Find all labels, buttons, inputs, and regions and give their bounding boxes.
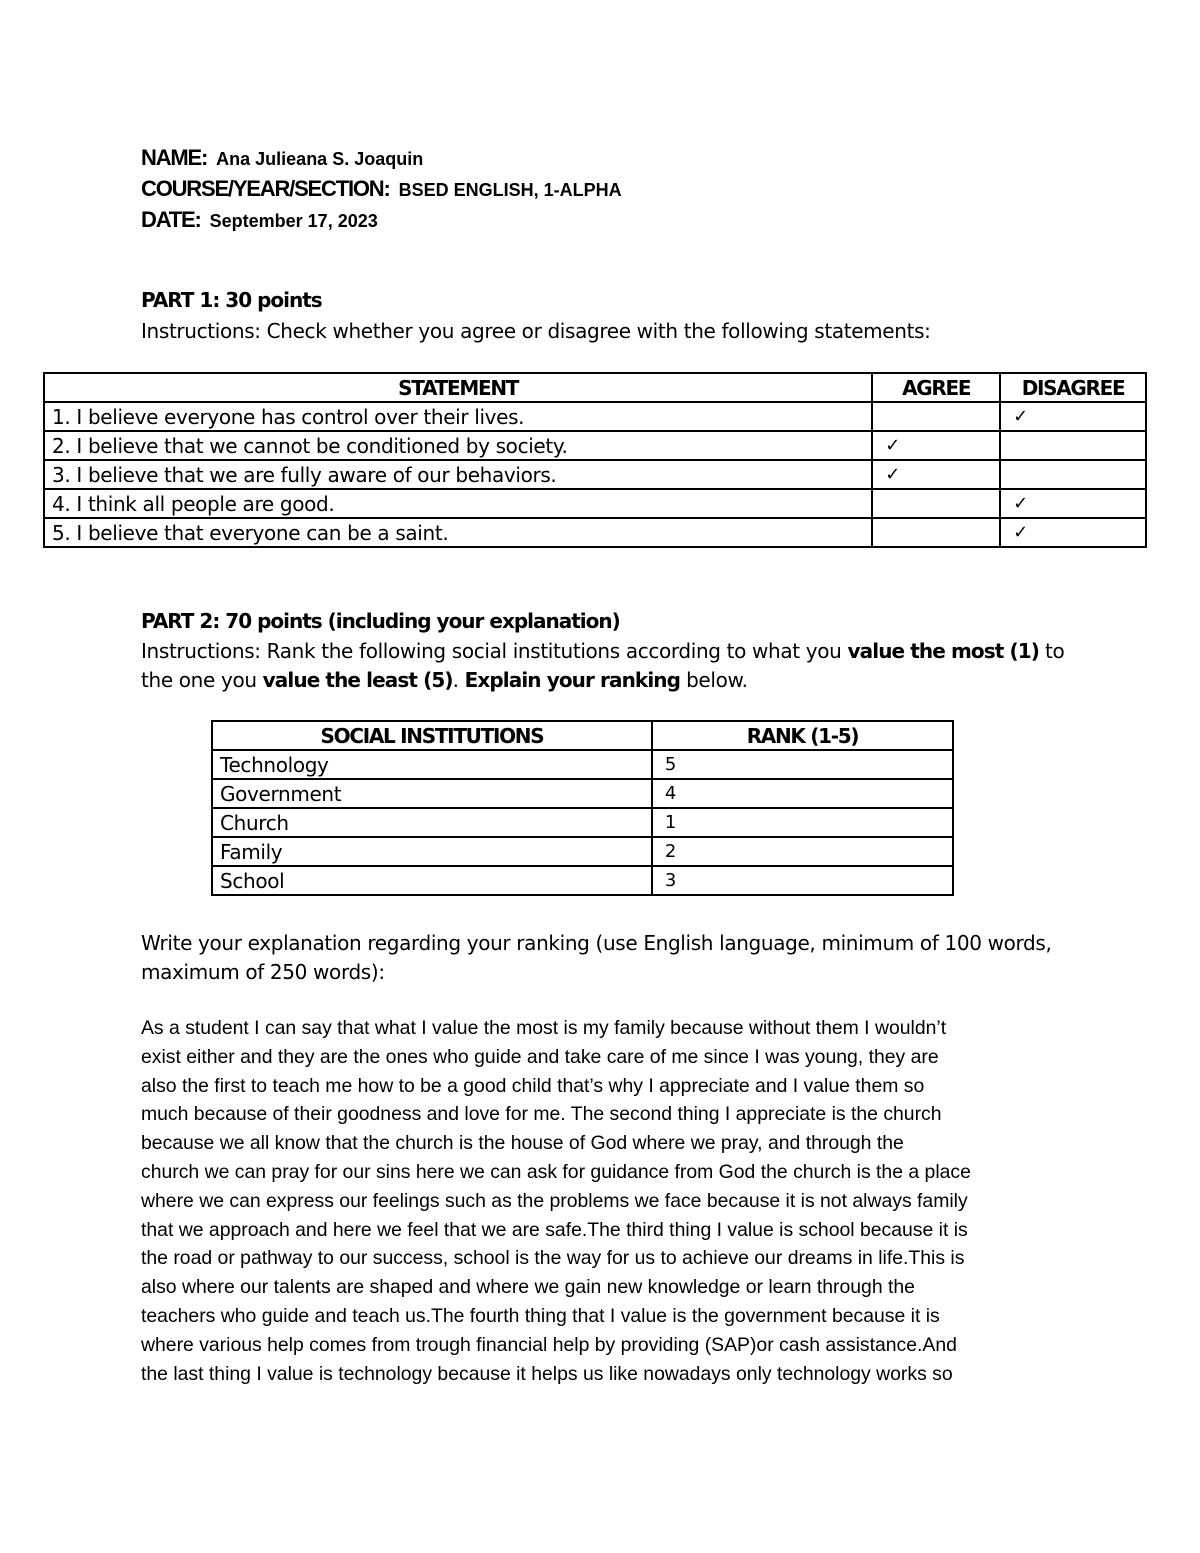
disagree-cell bbox=[1000, 431, 1146, 460]
course-label: COURSE/YEAR/SECTION: bbox=[141, 176, 390, 201]
name-row bbox=[141, 143, 622, 174]
course-row bbox=[141, 174, 622, 205]
disagree-cell: ✓ bbox=[1000, 489, 1146, 518]
date-label: DATE: bbox=[141, 207, 201, 232]
instr-text: below. bbox=[680, 668, 748, 692]
col-agree: AGREE bbox=[872, 373, 1000, 402]
rank-cell: 5 bbox=[652, 750, 953, 779]
name-label: NAME: bbox=[141, 145, 208, 170]
table-row bbox=[44, 489, 1146, 518]
table-row bbox=[212, 866, 953, 895]
col-institutions: SOCIAL INSTITUTIONS bbox=[212, 721, 652, 750]
institution-cell: Government bbox=[212, 779, 652, 808]
agree-cell: ✓ bbox=[872, 431, 1000, 460]
part1-title: PART 1: 30 points bbox=[141, 288, 322, 312]
institution-cell: School bbox=[212, 866, 652, 895]
statement-cell: 1. I believe everyone has control over their lives. bbox=[44, 402, 872, 431]
table-row bbox=[212, 750, 953, 779]
agree-cell bbox=[872, 518, 1000, 547]
part2-title: PART 2: 70 points (including your explanation) bbox=[141, 609, 620, 633]
agree-cell: ✓ bbox=[872, 460, 1000, 489]
agree-cell bbox=[872, 402, 1000, 431]
rank-cell: 1 bbox=[652, 808, 953, 837]
part2-instructions bbox=[141, 637, 1071, 695]
explanation-prompt: Write your explanation regarding your ranking (use English language, minimum of 100 words, maximum of 250 words): bbox=[141, 931, 1052, 984]
date-row bbox=[141, 205, 622, 236]
statement-cell: 3. I believe that we are fully aware of our behaviors. bbox=[44, 460, 872, 489]
table-row bbox=[212, 779, 953, 808]
disagree-cell: ✓ bbox=[1000, 518, 1146, 547]
statement-cell: 5. I believe that everyone can be a saint. bbox=[44, 518, 872, 547]
table-row bbox=[44, 431, 1146, 460]
instr-bold-most: value the most (1) bbox=[847, 639, 1039, 663]
rank-cell: 2 bbox=[652, 837, 953, 866]
explanation-answer: As a student I can say that what I value the most is my family because without them I wouldn’t exist either and they are the ones who guide and take care of me since I was young, they are also the first to teach me how to be a good child that’s why I appreciate and I value them so much because of their goodness and love for me. The second thing I appreciate is the church because we all know that the church is the house of God where we pray, and through the church we can pray for our sins here we can ask for guidance from God the church is the a place where we can express our feelings such as the problems we face because it is not always family that we approach and here we feel that we are safe.The third thing I value is school because it is the road or pathway to our success, school is the way for us to achieve our dreams in life.This is also where our talents are shaped and where we gain new knowledge or learn through the teachers who guide and teach us.The fourth thing that I value is the government because it is where various help comes from trough financial help by providing (SAP)or cash assistance.And the last thing I value is technology because it helps us like nowadays only technology works so bbox=[141, 1017, 971, 1385]
agree-cell bbox=[872, 489, 1000, 518]
disagree-cell bbox=[1000, 460, 1146, 489]
table-row bbox=[44, 518, 1146, 547]
rank-cell: 4 bbox=[652, 779, 953, 808]
table-row bbox=[44, 460, 1146, 489]
instr-text: to the one you bbox=[141, 639, 1065, 692]
instr-bold-least: value the least (5) bbox=[262, 668, 453, 692]
statement-cell: 4. I think all people are good. bbox=[44, 489, 872, 518]
table-row bbox=[212, 808, 953, 837]
institution-cell: Family bbox=[212, 837, 652, 866]
course-value: BSED ENGLISH, 1-ALPHA bbox=[398, 180, 622, 200]
statement-cell: 2. I believe that we cannot be conditioned by society. bbox=[44, 431, 872, 460]
disagree-cell: ✓ bbox=[1000, 402, 1146, 431]
name-value: Ana Julieana S. Joaquin bbox=[216, 149, 424, 169]
table-header-row bbox=[212, 721, 953, 750]
instr-text: Instructions: Rank the following social institutions according to what you bbox=[141, 639, 848, 663]
institution-cell: Church bbox=[212, 808, 652, 837]
instr-bold-explain: Explain your ranking bbox=[464, 668, 681, 692]
part1-instructions: Instructions: Check whether you agree or disagree with the following statements: bbox=[141, 319, 931, 343]
col-statement: STATEMENT bbox=[44, 373, 872, 402]
instr-text: . bbox=[452, 668, 465, 692]
col-disagree: DISAGREE bbox=[1000, 373, 1146, 402]
rank-cell: 3 bbox=[652, 866, 953, 895]
table-header-row bbox=[44, 373, 1146, 402]
agree-disagree-table bbox=[43, 372, 1147, 548]
table-row bbox=[212, 837, 953, 866]
student-info bbox=[141, 143, 622, 236]
col-rank: RANK (1-5) bbox=[652, 721, 953, 750]
date-value: September 17, 2023 bbox=[209, 211, 378, 231]
table-row bbox=[44, 402, 1146, 431]
ranking-table bbox=[211, 720, 954, 896]
institution-cell: Technology bbox=[212, 750, 652, 779]
